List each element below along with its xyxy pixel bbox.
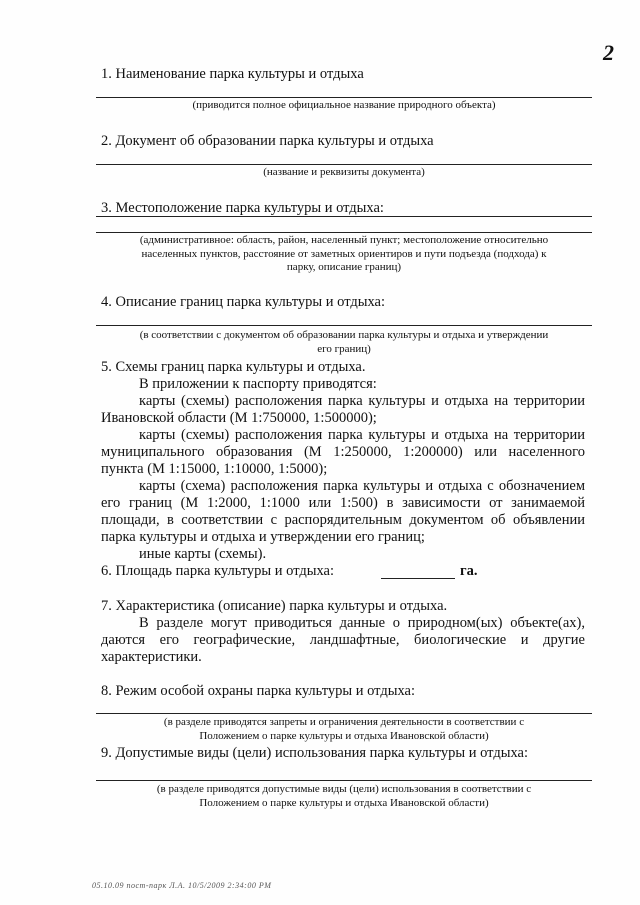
section-8-note-line-2: Положением о парке культуры и отдыха Ивановской области)	[199, 729, 489, 742]
section-5-item-3-line-1: карты (схема) расположения парка культуры и отдыха с обозначением	[139, 478, 585, 494]
section-2-title: 2. Документ об образовании парка культуры и отдыха	[101, 133, 434, 149]
section-8-note-line-1: (в разделе приводятся запреты и ограничения деятельности в соответствии с	[163, 716, 525, 728]
section-9-note	[96, 783, 592, 810]
section-7-title: 7. Характеристика (описание) парка культуры и отдыха.	[101, 598, 448, 614]
section-4-title: 4. Описание границ парка культуры и отдыха:	[101, 294, 385, 310]
section-5-item-1-line-1: карты (схемы) расположения парка культуры и отдыха на территории	[139, 393, 585, 409]
section-8-fill-line	[96, 713, 592, 714]
section-3-note-line-2: населенных пунктов, расстояние от заметных ориентиров и пути подъезда (подхода) к	[141, 247, 547, 260]
page-number: 2	[603, 40, 614, 65]
section-8-note	[96, 716, 592, 743]
section-5-item-3-line-4: парка культуры и отдыха и утверждении его границ;	[101, 529, 425, 545]
section-4-fill-line	[96, 325, 592, 326]
section-7-text-line-1: В разделе могут приводиться данные о природном(ых) объекте(ах),	[139, 615, 585, 631]
section-7-text	[101, 615, 585, 666]
section-4-note-line-1: (в соответствии с документом об образовании парка культуры и отдыха и утверждении	[139, 329, 549, 341]
section-3-fill-line-1	[96, 216, 592, 217]
section-3-title: 3. Местоположение парка культуры и отдыха:	[101, 200, 384, 216]
section-3-note-line-1: (административное: область, район, населенный пункт; местоположение относительно	[139, 234, 549, 246]
section-3-note-line-3: парку, описание границ)	[286, 261, 402, 273]
section-5-item-3-line-2: его границ (М 1:2000, 1:1000 или 1:500) в зависимости от занимаемой	[101, 495, 585, 511]
section-8-title: 8. Режим особой охраны парка культуры и отдыха:	[101, 683, 415, 699]
section-1-fill-line	[96, 97, 592, 98]
section-9-note-line-1: (в разделе приводятся допустимые виды (цели) использования в соответствии с	[156, 783, 532, 795]
section-1-title: 1. Наименование парка культуры и отдыха	[101, 66, 364, 82]
area-value-line	[381, 578, 455, 579]
section-5-intro: В приложении к паспорту приводятся:	[139, 376, 377, 392]
section-5-item-2-line-3: пункта (М 1:15000, 1:10000, 1:5000);	[101, 461, 328, 477]
document-footer: 05.10.09 пост-парк Л.А. 10/5/2009 2:34:00 PM	[92, 881, 272, 890]
section-9-fill-line	[96, 780, 592, 781]
section-7-text-line-2: даются его географические, ландшафтные, биологические и другие	[101, 632, 585, 648]
section-5-item-1-line-2: Ивановской области (М 1:750000, 1:500000);	[101, 410, 377, 426]
section-5-item-4: иные карты (схемы).	[139, 546, 267, 562]
section-5-item-3-line-3: площади, в соответствии с распорядительным документом об объявлении	[101, 512, 585, 528]
section-2-fill-line	[96, 164, 592, 165]
section-1-note: (приводится полное официальное название природного объекта)	[192, 99, 496, 111]
section-6-title: 6. Площадь парка культуры и отдыха:	[101, 563, 334, 579]
section-2-note: (название и реквизиты документа)	[263, 166, 425, 178]
section-5-item-2-line-1: карты (схемы) расположения парка культуры и отдыха на территории	[139, 427, 585, 443]
section-9-title: 9. Допустимые виды (цели) использования парка культуры и отдыха:	[101, 745, 528, 761]
section-3-note	[96, 234, 592, 275]
area-unit: га.	[460, 563, 478, 579]
section-5-items	[101, 393, 585, 563]
section-5-item-2-line-2: муниципального образования (М 1:250000, 1:200000) или населенного	[101, 444, 585, 460]
section-3-fill-line-2	[96, 232, 592, 233]
section-5-title: 5. Схемы границ парка культуры и отдыха.	[101, 359, 366, 375]
section-7-text-line-3: характеристики.	[101, 649, 202, 665]
section-4-note	[96, 329, 592, 356]
section-4-note-line-2: его границ)	[317, 342, 371, 355]
section-9-note-line-2: Положением о парке культуры и отдыха Ивановской области)	[199, 796, 489, 809]
